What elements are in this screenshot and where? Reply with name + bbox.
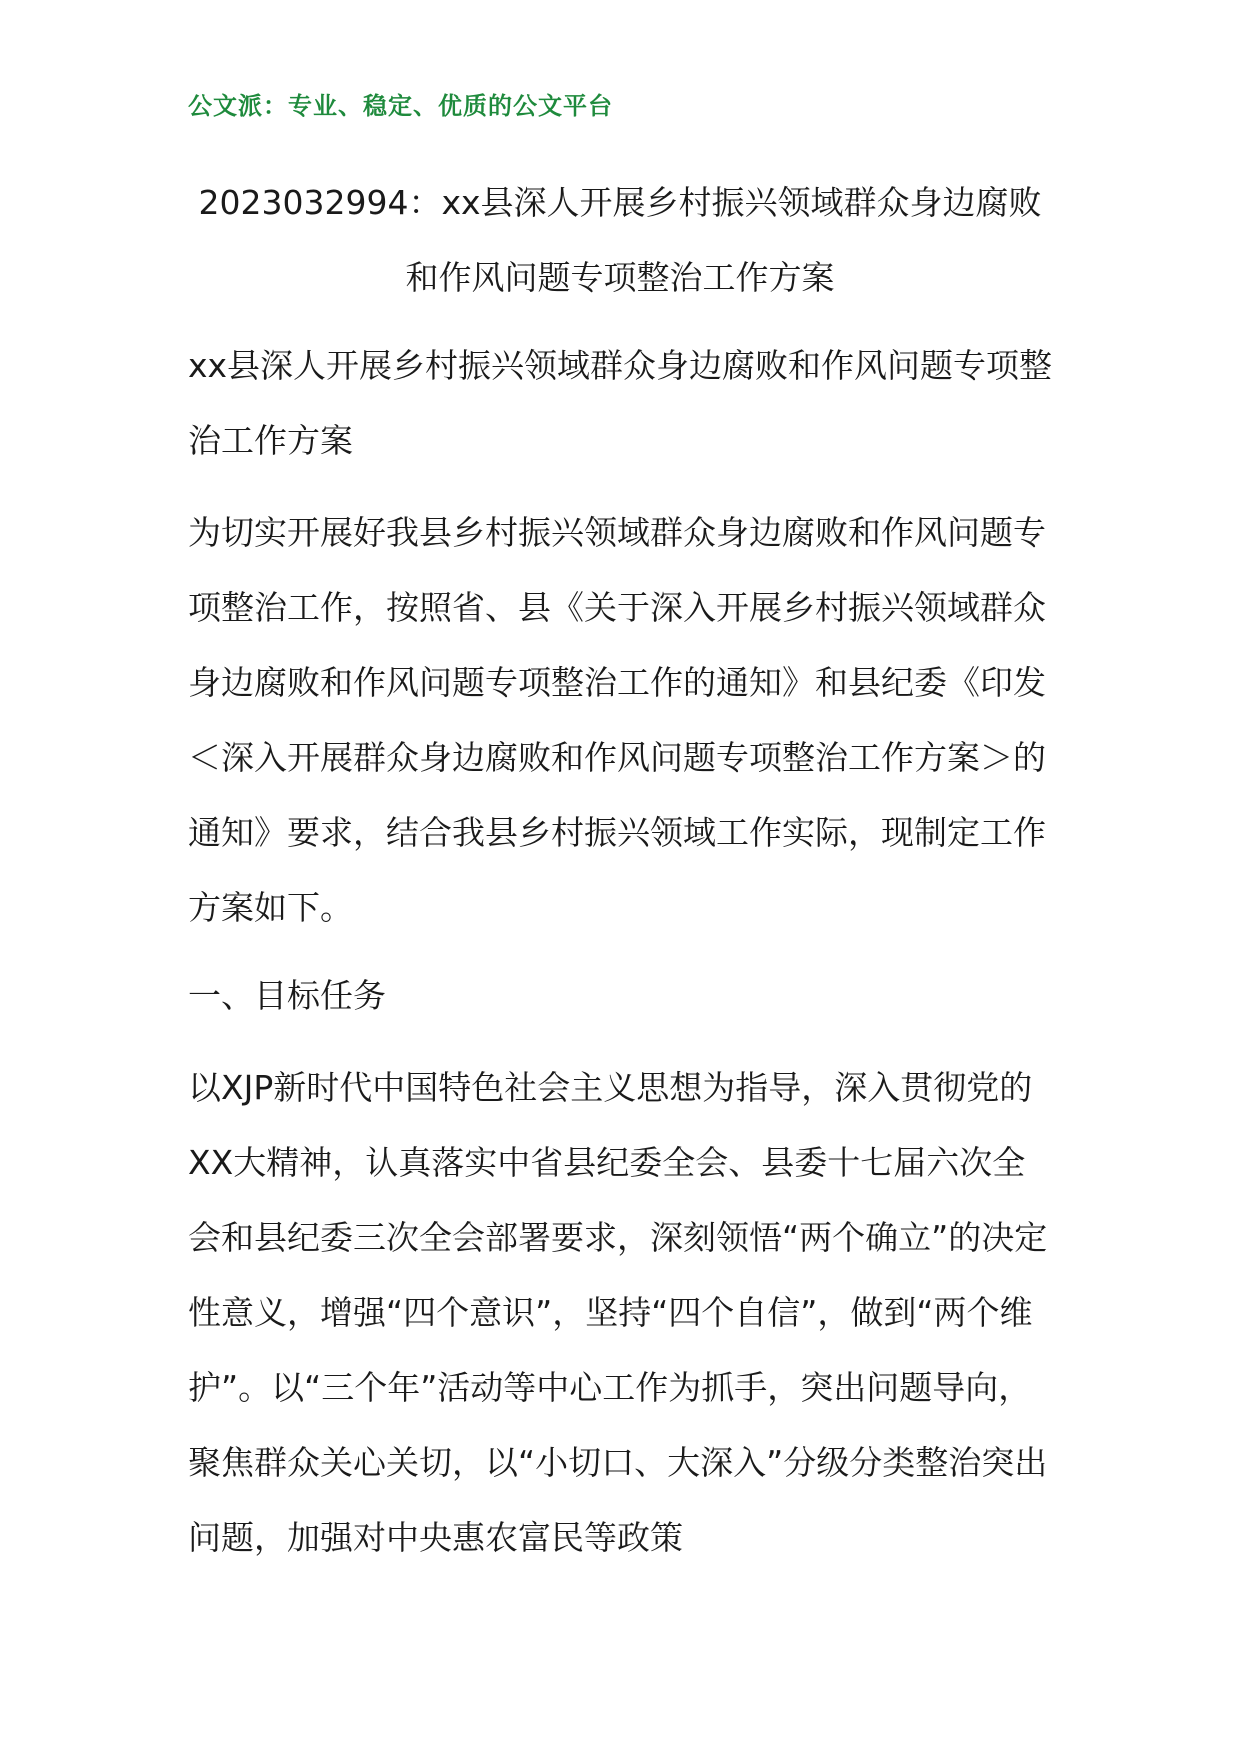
body-paragraph-text: 以XJP新时代中国特色社会主义思想为指导，深入贯彻党的XX大精神，认真落实中省县纪委全会、县委十七届六次全会和县纪委三次全会部署要求，深刻领悟“两个确立”的决定性意义，增强“四个意识”，坚持“四个自信”，做到“两个维护”。以“三个年”活动等中心工作为抓手，突出问题导向，聚焦群众关心关切，以“小切口、大深入”分级分类整治突出问题，加强对中央惠农富民等政策 bbox=[188, 1068, 1048, 1557]
document-title bbox=[188, 165, 1052, 315]
section-heading-text: 一、目标任务 bbox=[188, 976, 386, 1015]
document-subtitle bbox=[188, 328, 1056, 478]
section-heading bbox=[188, 958, 1056, 1033]
intro-paragraph bbox=[188, 495, 1056, 945]
brand-header: 公文派：专业、稳定、优质的公文平台 bbox=[188, 92, 613, 120]
intro-paragraph-text: 为切实开展好我县乡村振兴领域群众身边腐败和作风问题专项整治工作，按照省、县《关于深入开展乡村振兴领域群众身边腐败和作风问题专项整治工作的通知》和县纪委《印发＜深入开展群众身边腐败和作风问题专项整治工作方案＞的通知》要求，结合我县乡村振兴领域工作实际，现制定工作方案如下。 bbox=[188, 513, 1046, 927]
document-title-text: 2023032994：xx县深人开展乡村振兴领域群众身边腐败和作风问题专项整治工作方案 bbox=[198, 183, 1042, 297]
body-paragraph bbox=[188, 1050, 1056, 1575]
document-subtitle-text: xx县深人开展乡村振兴领域群众身边腐败和作风问题专项整治工作方案 bbox=[188, 346, 1053, 460]
